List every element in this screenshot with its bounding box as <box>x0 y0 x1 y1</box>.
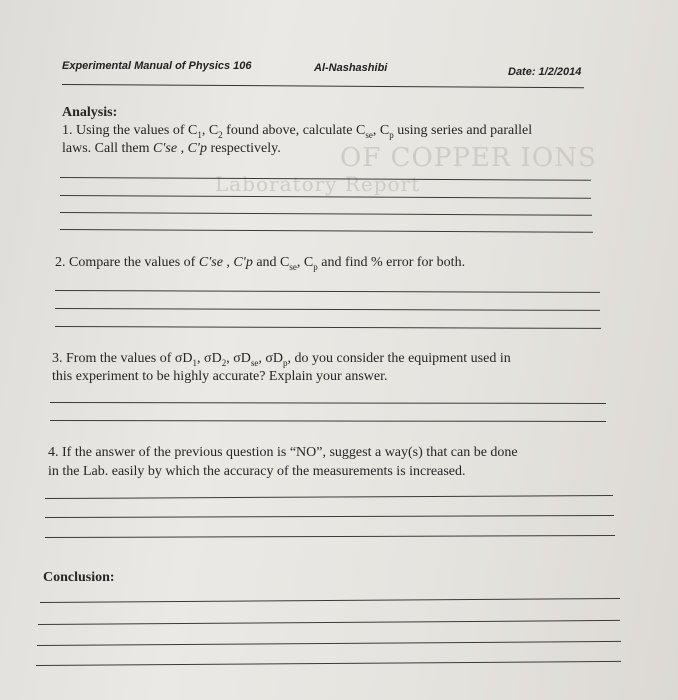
header-rule <box>62 84 584 88</box>
question-3-line-1: 3. From the values of $\sigma D_1$, $\sigma D_2$, $\sigma D_{se}$, $\sigma D_p$, do you consider the equipment used in <box>52 351 511 368</box>
question-1-line-1: 1. Using the values of $C_1$, $C_2$ found above, calculate $C_{se}$, $C_p$ using series and parallel <box>62 123 533 140</box>
answer-line-conclusion-3 <box>37 641 621 646</box>
question-1-line-2: laws. Call them C′se , C′p respectively. <box>62 141 281 156</box>
manual-title: Experimental Manual of Physics 106 <box>62 60 252 72</box>
answer-line-q4-3 <box>45 535 615 538</box>
author-name: Al-Nashashibi <box>314 62 388 74</box>
answer-line-q4-2 <box>45 515 614 518</box>
question-3-line-2: this experiment to be highly accurate? Explain your answer. <box>52 369 388 384</box>
conclusion-heading: Conclusion: <box>43 570 115 585</box>
header-date: Date: 1/2/2014 <box>508 66 582 78</box>
question-4-line-1: 4. If the answer of the previous question is “NO”, suggest a way(s) that can be done <box>48 445 518 460</box>
answer-line-q2-3 <box>55 326 601 329</box>
question-2: 2. Compare the values of C′se , C′p and $C_{se}$, $C_p$ and find % error for both. <box>55 255 466 272</box>
answer-line-q3-1 <box>50 402 606 404</box>
watermark-text-1: OF COPPER IONS <box>340 143 597 173</box>
answer-line-q2-1 <box>55 290 600 293</box>
answer-line-q2-2 <box>55 308 600 311</box>
answer-line-q1-2 <box>60 195 591 199</box>
question-4-line-2: in the Lab. easily by which the accuracy of the measurements is increased. <box>48 464 466 479</box>
analysis-heading: Analysis: <box>62 105 118 120</box>
answer-line-conclusion-1 <box>40 598 620 603</box>
answer-line-conclusion-4 <box>36 661 621 666</box>
answer-line-q3-2 <box>50 420 606 422</box>
watermark-text-2: Laboratory Report <box>215 172 421 196</box>
answer-line-conclusion-2 <box>38 620 620 625</box>
answer-line-q4-1 <box>45 495 613 499</box>
answer-line-q1-3 <box>60 212 592 216</box>
answer-line-q1-4 <box>60 229 593 233</box>
